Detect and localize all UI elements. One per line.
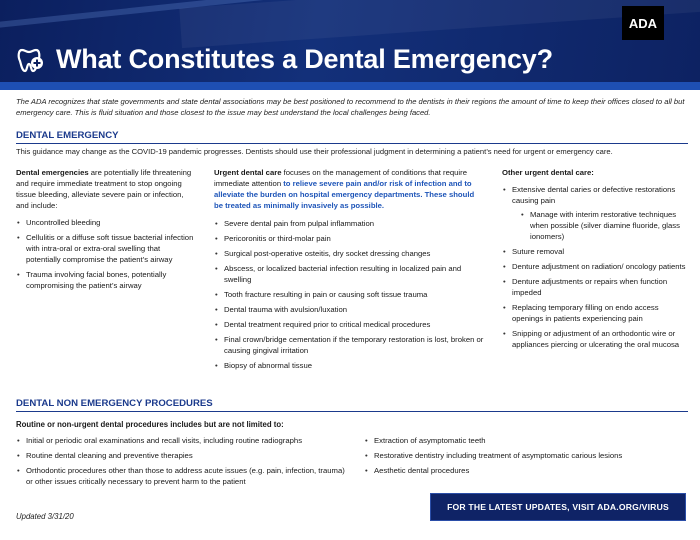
- list-item: • Abscess, or localized bacterial infection resulting in localized pain and swelling: [214, 263, 484, 285]
- list-item: • Denture adjustments or repairs when function impeded: [502, 276, 688, 298]
- list-item: [502, 184, 688, 242]
- list-item: • Trauma involving facial bones, potentially compromising the patient’s airway: [16, 269, 196, 291]
- other-urgent-list: [502, 184, 688, 350]
- non-emergency-list: [16, 435, 346, 487]
- list-item-text: Extensive dental caries or defective restorations causing pain: [512, 185, 676, 205]
- ada-logo[interactable]: ADA: [622, 6, 664, 40]
- title-banner: [0, 0, 700, 90]
- list-item: • Denture adjustment on radiation/ oncology patients: [502, 261, 688, 272]
- lead-highlight: to relieve severe pain and/or risk of infection and to alleviate the burden on hospital emergency departments. These should be treated as minimally invasively as possible.: [214, 179, 475, 210]
- list-item: • Final crown/bridge cementation if the temporary restoration is lost, broken or causing gingival irritation: [214, 334, 484, 356]
- list-item: • Orthodontic procedures other than those to address acute issues (e.g. pain, infection, trauma) or other issues critically necessary to prevent harm to the patient: [16, 465, 346, 487]
- lead-bold: Urgent dental care: [214, 168, 282, 177]
- list-item: • Severe dental pain from pulpal inflammation: [214, 218, 484, 229]
- lead-text: are potentially life threatening and require immediate treatment to stop ongoing tissue bleeding, alleviate severe pain or infection, and include:: [16, 168, 192, 210]
- emergency-column: [16, 167, 196, 295]
- non-emergency-left-column: [16, 435, 346, 491]
- intro-paragraph: The ADA recognizes that state governments and state dental associations may be best positioned to recommend to the dentists in their regions the amount of time to keep their offices closed to all but emergency care. This is fluid situation and those closest to the issue may best understand the local challenges being faced.: [16, 97, 685, 117]
- list-item: • Dental treatment required prior to critical medical procedures: [214, 319, 484, 330]
- list-item: • Cellulitis or a diffuse soft tissue bacterial infection with intra-oral or extra-oral swelling that potentially compromise the patient’s airway: [16, 232, 196, 265]
- list-item: • Aesthetic dental procedures: [364, 465, 688, 476]
- lead-bold: Other urgent dental care:: [502, 168, 594, 177]
- list-item: • Replacing temporary filling on endo access openings in patients experiencing pain: [502, 302, 688, 324]
- list-item: • Tooth fracture resulting in pain or causing soft tissue trauma: [214, 289, 484, 300]
- list-item: • Restorative dentistry including treatment of asymptomatic carious lesions: [364, 450, 688, 461]
- column-lead: [502, 167, 688, 178]
- latest-updates-link[interactable]: FOR THE LATEST UPDATES, VISIT ADA.ORG/VIRUS: [430, 493, 686, 521]
- non-emergency-list: [364, 435, 688, 476]
- other-urgent-column: [502, 167, 688, 354]
- list-item: • Biopsy of abnormal tissue: [214, 360, 484, 371]
- list-item: • Extraction of asymptomatic teeth: [364, 435, 688, 446]
- list-item: • Pericoronitis or third-molar pain: [214, 233, 484, 244]
- column-lead: [214, 167, 484, 211]
- lead-text: focuses on the management of conditions that require immediate attention: [214, 168, 467, 188]
- guidance-note: This guidance may change as the COVID-19 pandemic progresses. Dentists should use their professional judgment in determining a patient’s need for urgent or emergency care.: [16, 147, 613, 156]
- emergency-list: [16, 217, 196, 291]
- sub-list: [512, 209, 688, 242]
- banner-accent-bar: [0, 82, 700, 90]
- non-emergency-lead: Routine or non-urgent dental procedures includes but are not limited to:: [16, 420, 284, 429]
- list-item: • Initial or periodic oral examinations and recall visits, including routine radiographs: [16, 435, 346, 446]
- list-item: • Snipping or adjustment of an orthodontic wire or appliances piercing or ulcerating the oral mucosa: [502, 328, 688, 350]
- column-lead: [16, 167, 196, 211]
- list-item: • Routine dental cleaning and preventive therapies: [16, 450, 346, 461]
- non-emergency-right-column: [364, 435, 688, 480]
- sub-list-item: • Manage with interim restorative techniques when possible (silver diamine fluoride, glass ionomers): [520, 209, 688, 242]
- urgent-care-column: [214, 167, 484, 375]
- tooth-shield-icon: [16, 44, 46, 74]
- list-item: • Uncontrolled bleeding: [16, 217, 196, 228]
- page-title: What Constitutes a Dental Emergency?: [56, 44, 553, 74]
- list-item: • Dental trauma with avulsion/luxation: [214, 304, 484, 315]
- section-heading-emergency: DENTAL EMERGENCY: [16, 130, 119, 141]
- updated-date: Updated 3/31/20: [16, 512, 74, 521]
- lead-bold: Dental emergencies: [16, 168, 89, 177]
- section-divider: [16, 143, 688, 144]
- list-item: • Suture removal: [502, 246, 688, 257]
- section-heading-non-emergency: DENTAL NON EMERGENCY PROCEDURES: [16, 398, 213, 409]
- section-divider: [16, 411, 688, 412]
- urgent-care-list: [214, 218, 484, 371]
- list-item: • Surgical post-operative osteitis, dry socket dressing changes: [214, 248, 484, 259]
